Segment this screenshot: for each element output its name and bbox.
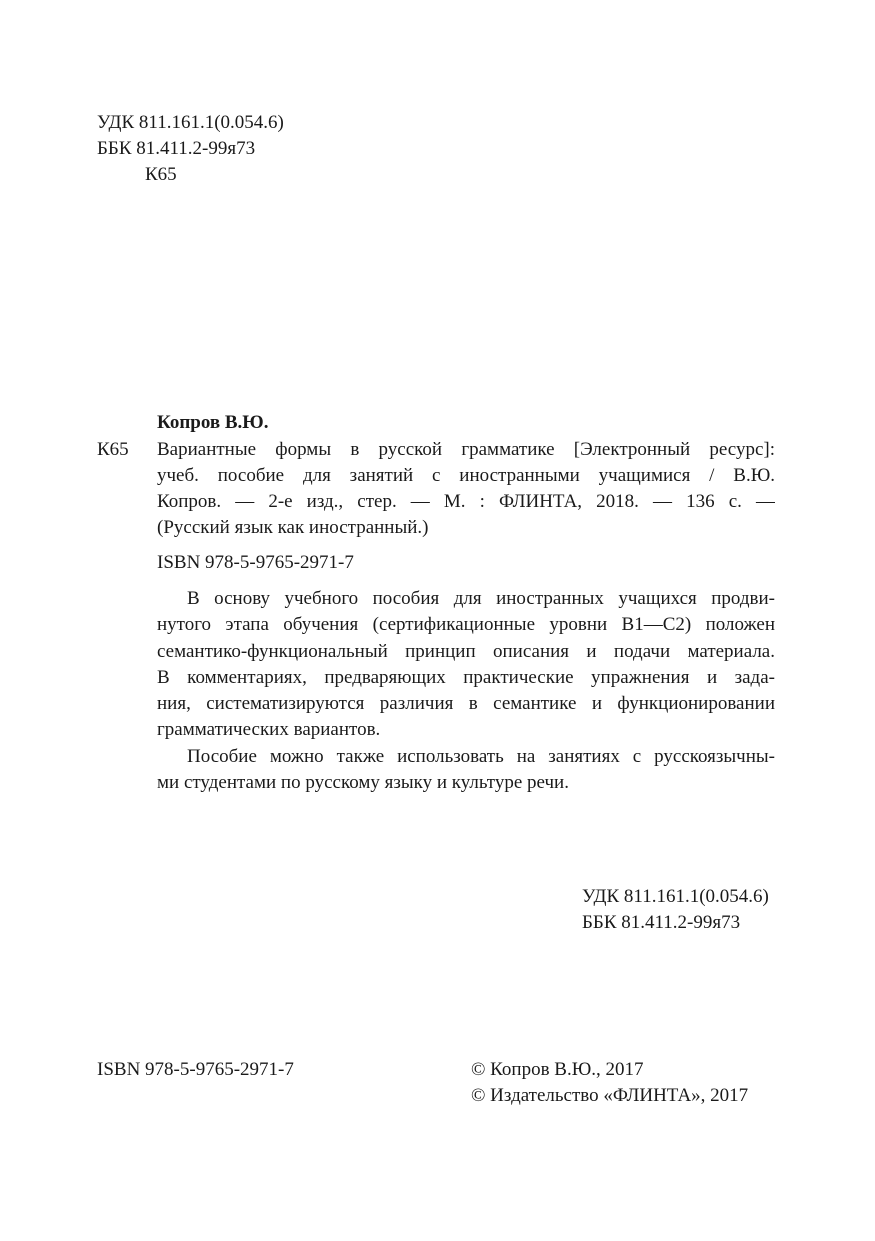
annotation-line: В основу учебного пособия для иностранных учащихся продви- <box>187 588 775 609</box>
annotation-line: ми студентами по русскому языку и культуре речи. <box>157 772 569 794</box>
bottom-classification-block <box>582 884 769 936</box>
top-classification-block <box>97 110 284 188</box>
bbk-code: ББК 81.411.2-99я73 <box>97 138 256 159</box>
annotation-line: грамматических вариантов. <box>157 719 381 741</box>
annotation-line: В комментариях, предваряющих практические упражнения и зада- <box>157 666 775 688</box>
author-name: Копров В.Ю. <box>157 412 269 433</box>
biblio-line: учеб. пособие для занятий с иностранными учащимися / В.Ю. <box>157 465 775 486</box>
isbn: ISBN 978-5-9765-2971-7 <box>157 552 354 573</box>
bbk-code-bottom: ББК 81.411.2-99я73 <box>582 912 741 933</box>
annotation-line: семантико-функциональный принцип описания и подачи материала. <box>157 640 775 662</box>
copyright-publisher: © Издательство «ФЛИНТА», 2017 <box>471 1085 749 1106</box>
annotation-line: нутого этапа обучения (сертификационные уровни В1—С2) положен <box>157 614 775 636</box>
bibliographic-description <box>157 437 775 541</box>
annotation-line: Пособие можно также использовать на занятиях с русскоязычны- <box>187 745 775 767</box>
copyright-block <box>471 1057 748 1109</box>
author-mark-code: К65 <box>145 164 177 185</box>
udk-code: УДК 811.161.1(0.054.6) <box>97 112 284 133</box>
annotation <box>157 586 775 796</box>
author-mark: К65 <box>97 439 129 460</box>
isbn-bottom: ISBN 978-5-9765-2971-7 <box>97 1059 294 1080</box>
annotation-line: ния, систематизируются различия в семантике и функционировании <box>157 693 775 715</box>
biblio-line: Вариантные формы в русской грамматике [Электронный ресурс]: <box>157 439 775 460</box>
copyright-author: © Копров В.Ю., 2017 <box>471 1059 644 1080</box>
biblio-line: Копров. — 2-е изд., стер. — М. : ФЛИНТА, 2018. — 136 с. — <box>157 491 775 512</box>
udk-code-bottom: УДК 811.161.1(0.054.6) <box>582 886 769 907</box>
biblio-line: (Русский язык как иностранный.) <box>157 517 429 538</box>
